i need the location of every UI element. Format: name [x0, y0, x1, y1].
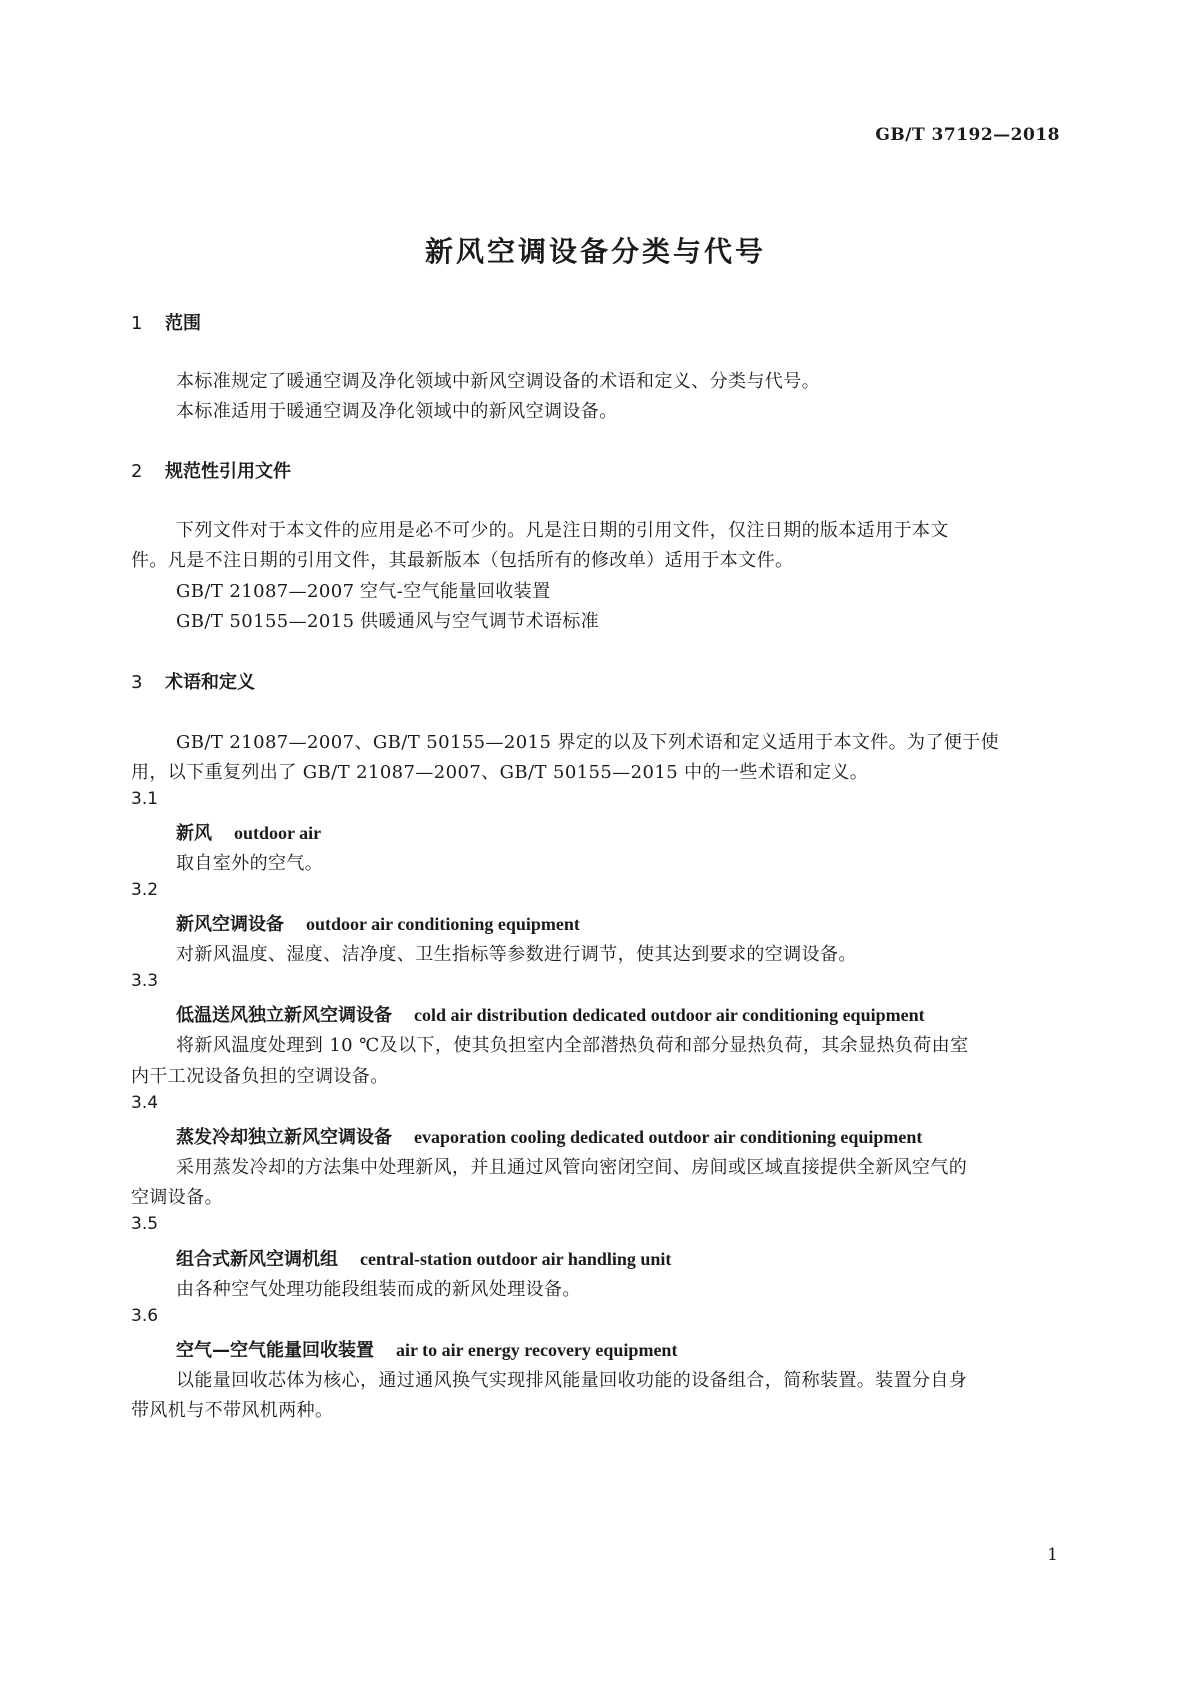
term-heading: [176, 910, 580, 936]
reference-item: [176, 577, 550, 603]
term-definition: 以能量回收芯体为核心，通过通风换气实现排风能量回收功能的设备组合，简称装置。装置分自身: [176, 1370, 968, 1391]
term-chinese: 组合式新风空调机组: [176, 1249, 338, 1270]
page-number: 1: [1047, 1545, 1058, 1565]
term-english: cold air distribution dedicated outdoor air conditioning equipment: [414, 1005, 925, 1025]
term-heading: [176, 1001, 925, 1027]
section-heading-3: [131, 668, 255, 694]
section-number: 2: [131, 461, 143, 482]
reference-title: 供暖通风与空气调节术语标准: [360, 611, 600, 632]
document-title: 新风空调设备分类与代号: [424, 235, 766, 268]
reference-code: GB/T 50155—2015: [176, 611, 355, 632]
section-number: 3: [131, 672, 143, 693]
term-chinese: 低温送风独立新风空调设备: [176, 1005, 392, 1026]
section-title: 规范性引用文件: [165, 461, 291, 482]
term-definition: 空调设备。: [131, 1187, 223, 1208]
term-definition: 由各种空气处理功能段组装而成的新风处理设备。: [176, 1279, 581, 1300]
term-english: outdoor air: [234, 823, 322, 843]
term-english: central-station outdoor air handling unit: [360, 1249, 672, 1269]
paragraph-line: 件。凡是不注日期的引用文件，其最新版本（包括所有的修改单）适用于本文件。: [131, 550, 794, 571]
term-definition: 内干工况设备负担的空调设备。: [131, 1066, 389, 1087]
term-english: air to air energy recovery equipment: [396, 1340, 678, 1360]
term-definition: 将新风温度处理到 10 ℃及以下，使其负担室内全部潜热负荷和部分显热负荷，其余显热负荷由室: [176, 1035, 969, 1056]
term-number: 3.2: [131, 880, 159, 900]
term-heading: [176, 819, 321, 845]
term-definition: 取自室外的空气。: [176, 853, 324, 874]
reference-item: [176, 607, 599, 633]
term-number: 3.4: [131, 1093, 159, 1113]
section-title: 术语和定义: [165, 672, 255, 693]
reference-title: 空气-空气能量回收装置: [360, 581, 551, 602]
term-heading: [176, 1123, 922, 1149]
term-number: 3.1: [131, 789, 159, 809]
paragraph: 本标准规定了暖通空调及净化领域中新风空调设备的术语和定义、分类与代号。: [176, 371, 820, 392]
section-heading-2: [131, 457, 291, 483]
reference-code: GB/T 21087—2007: [176, 581, 355, 602]
paragraph: 本标准适用于暖通空调及净化领域中的新风空调设备。: [176, 401, 618, 422]
term-english: evaporation cooling dedicated outdoor air conditioning equipment: [414, 1127, 923, 1147]
term-english: outdoor air conditioning equipment: [306, 914, 580, 934]
standard-code: GB/T 37192—2018: [875, 125, 1060, 145]
section-title: 范围: [165, 313, 201, 334]
paragraph-line: 用，以下重复列出了 GB/T 21087—2007、GB/T 50155—2015 中的一些术语和定义。: [131, 762, 869, 783]
term-number: 3.5: [131, 1214, 159, 1234]
section-heading-1: [131, 309, 201, 335]
term-number: 3.3: [131, 971, 159, 991]
term-definition: 带风机与不带风机两种。: [131, 1400, 334, 1421]
paragraph-line: 下列文件对于本文件的应用是必不可少的。凡是注日期的引用文件，仅注日期的版本适用于本文: [176, 520, 949, 541]
paragraph-line: GB/T 21087—2007、GB/T 50155—2015 界定的以及下列术语和定义适用于本文件。为了便于使: [176, 732, 1000, 753]
term-heading: [176, 1336, 677, 1362]
term-chinese: 蒸发冷却独立新风空调设备: [176, 1127, 392, 1148]
term-chinese: 新风空调设备: [176, 914, 284, 935]
term-definition: 采用蒸发冷却的方法集中处理新风，并且通过风管向密闭空间、房间或区域直接提供全新风空气的: [176, 1157, 968, 1178]
term-number: 3.6: [131, 1306, 159, 1326]
section-number: 1: [131, 313, 143, 334]
term-chinese: 新风: [176, 823, 212, 844]
term-definition: 对新风温度、湿度、洁净度、卫生指标等参数进行调节，使其达到要求的空调设备。: [176, 944, 857, 965]
term-heading: [176, 1245, 671, 1271]
term-chinese: 空气—空气能量回收装置: [176, 1340, 374, 1361]
